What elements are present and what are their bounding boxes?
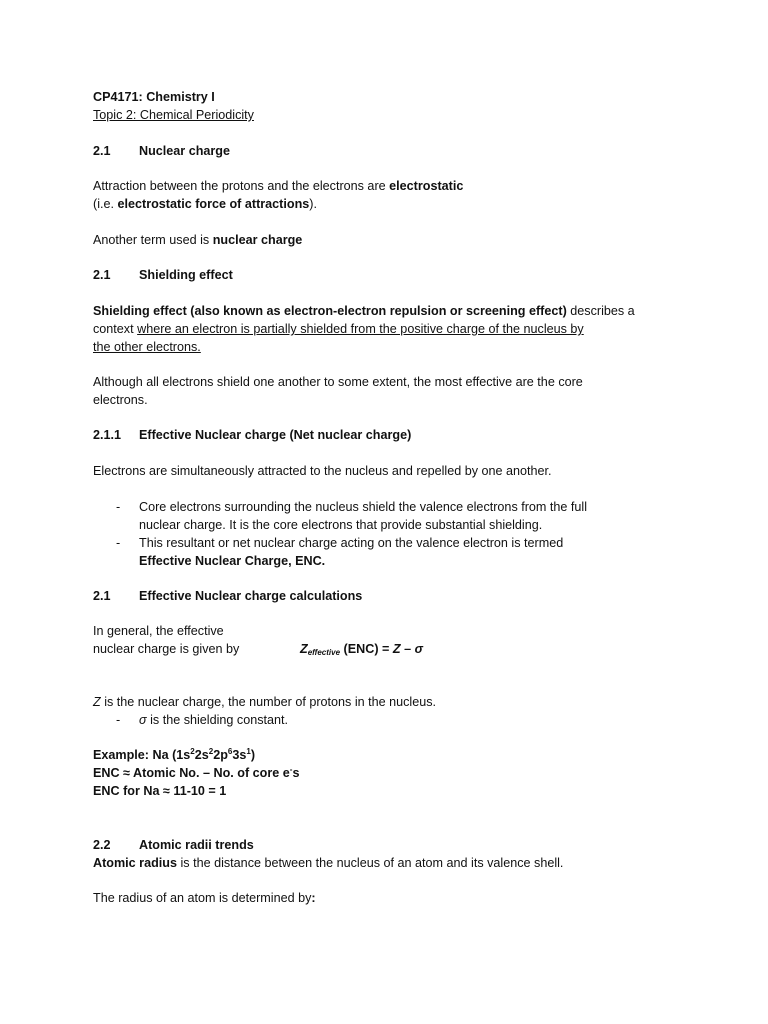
paragraph-line [93,890,316,906]
paragraph-line [93,694,436,710]
paragraph-line: Although all electrons shield one another to some extent, the most effective are the core [93,375,583,389]
text-run: ). [309,197,317,211]
text-run: context [93,322,138,336]
text-run: 2p [213,748,228,762]
formula-rhs: Z – σ [392,642,423,656]
text-run: Another term used is [93,233,213,247]
formula-symbol: Z [300,642,308,656]
course-title: CP4171: Chemistry I [93,90,215,104]
text-run: ) [250,748,256,762]
bullet-dash: - [116,713,121,727]
bold-term: electrostatic force of attractions [117,197,310,211]
formula-subscript: effective [307,648,341,657]
bold-term: : [311,891,316,905]
superscript: 2 [208,747,214,756]
bullet-dash: - [116,500,121,514]
section-number: 2.1.1 [93,428,122,442]
formula-symbol: Z [93,695,101,709]
section-heading: Shielding effect [139,268,233,282]
superscript: 1 [246,747,251,756]
paragraph-line [93,303,635,319]
bullet-item-line: Effective Nuclear Charge, ENC. [139,554,326,568]
text-run: Example: Na (1s [93,748,191,762]
bullet-item-line [139,712,288,728]
paragraph-line [93,196,317,212]
example-line [93,747,255,763]
underlined-text: the other electrons. [93,340,201,354]
text-run: is the nuclear charge, the number of protons in the nucleus. [100,695,437,709]
formula-symbol: σ [139,713,147,727]
text-run: Attraction between the protons and the electrons are [93,179,390,193]
paragraph-line [93,178,463,194]
underlined-text: where an electron is partially shielded from the positive charge of the nucleus by [137,322,584,336]
text-run: ENC ≈ Atomic No. – No. of core e [93,766,290,780]
text-run: is the shielding constant. [146,713,289,727]
bold-term: Atomic radius [93,856,177,870]
text-run: describes a [566,304,635,318]
topic-title: Topic 2: Chemical Periodicity [93,108,254,122]
example-line: ENC for Na ≈ 11-10 = 1 [93,784,227,798]
bullet-item-line: Core electrons surrounding the nucleus shield the valence electrons from the full [139,500,588,514]
bullet-item-line: nuclear charge. It is the core electrons that provide substantial shielding. [139,518,543,532]
paragraph-line: nuclear charge is given by [93,642,240,656]
superscript: 2 [190,747,195,756]
example-line [93,765,299,781]
text-run: The radius of an atom is determined by [93,891,312,905]
paragraph-line: electrons. [93,393,148,407]
enc-formula [300,641,423,661]
paragraph-line [93,855,563,871]
text-run: is the distance between the nucleus of an atom and its valence shell. [176,856,564,870]
section-number: 2.1 [93,589,111,603]
superscript: 6 [227,747,233,756]
bold-term: Shielding effect (also known as electron-electron repulsion or screening effect) [93,304,567,318]
text-run: 2s [194,748,209,762]
bullet-dash: - [116,536,121,550]
paragraph-line: In general, the effective [93,624,224,638]
section-heading: Effective Nuclear charge calculations [139,589,363,603]
paragraph-line [93,321,584,337]
superscript: - [289,765,293,774]
section-number: 2.1 [93,268,111,282]
bold-term: electrostatic [389,179,464,193]
formula-text: (ENC) = [340,642,393,656]
section-heading: Nuclear charge [139,144,230,158]
bullet-item-line: This resultant or net nuclear charge acting on the valence electron is termed [139,536,564,550]
paragraph-line [93,232,302,248]
section-heading: Effective Nuclear charge (Net nuclear charge) [139,428,412,442]
text-run: s [292,766,300,780]
section-number: 2.1 [93,144,111,158]
bold-term: nuclear charge [212,233,303,247]
text-run: 3s [232,748,247,762]
paragraph-line: Electrons are simultaneously attracted to the nucleus and repelled by one another. [93,464,552,478]
section-heading: Atomic radii trends [139,838,254,852]
text-run: (i.e. [93,197,118,211]
section-number: 2.2 [93,838,111,852]
